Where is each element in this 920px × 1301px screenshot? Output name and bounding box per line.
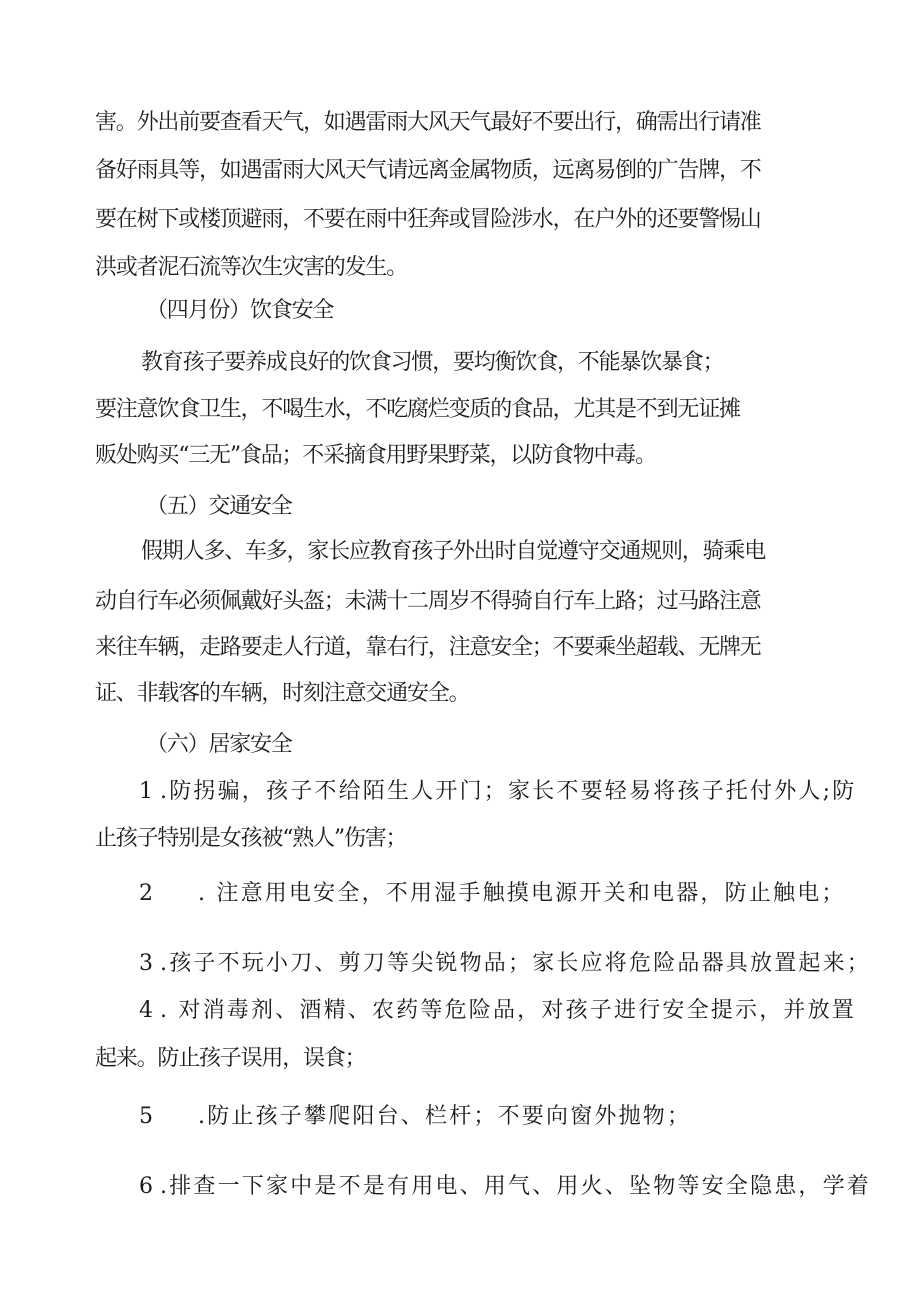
paragraph-traffic-line-1: 假期人多、车多，家长应教育孩子外出时自觉遵守交通规则，骑乘电 — [141, 539, 766, 564]
list-item-number: 6 — [139, 1174, 154, 1199]
paragraph-food-line-1: 教育孩子要养成良好的饮食习惯，要均衡饮食，不能暴饮暴食； — [141, 350, 724, 375]
list-item-text: . 对消毒剂、酒精、农药等危险品，对孩子进行安全提示，并放置 — [160, 998, 856, 1023]
list-item-text: .防止孩子攀爬阳台、栏杆；不要向窗外抛物； — [198, 1104, 692, 1129]
list-item-number: 3 — [139, 951, 154, 976]
paragraph-food-line-3: 贩处购买“三无”食品；不采摘食用野果野菜，以防食物中毒。 — [95, 443, 656, 468]
paragraph-weather-line-1: 害。外出前要查看天气，如遇雷雨大风天气最好不要出行，确需出行请准 — [95, 110, 761, 135]
list-item-text-continued: 止孩子特别是女孩被“熟人”伤害； — [95, 826, 407, 851]
list-item-text: . 注意用电安全，不用湿手触摸电源开关和电器，防止触电； — [198, 881, 846, 906]
list-item-text-continued: 起来。防止孩子误用，误食； — [95, 1046, 366, 1071]
paragraph-weather-line-4: 洪或者泥石流等次生灾害的发生。 — [95, 255, 408, 280]
heading-home-safety: （六）居家安全 — [146, 732, 292, 757]
paragraph-traffic-line-4: 证、非载客的车辆，时刻注意交通安全。 — [95, 681, 470, 706]
list-item-text: .孩子不玩小刀、剪刀等尖锐物品；家长应将危险品器具放置起来； — [160, 951, 871, 976]
paragraph-food-line-2: 要注意饮食卫生，不喝生水，不吃腐烂变质的食品，尤其是不到无证摊 — [95, 397, 740, 422]
list-item-number: 4 — [139, 998, 154, 1023]
list-item-text: .排查一下家中是不是有用电、用气、用火、坠物等安全隐患，学着 — [160, 1174, 871, 1199]
paragraph-weather-line-2: 备好雨具等，如遇雷雨大风天气请远离金属物质，远离易倒的广告牌，不 — [95, 158, 761, 183]
heading-traffic-safety: （五）交通安全 — [146, 494, 292, 519]
paragraph-weather-line-3: 要在树下或楼顶避雨，不要在雨中狂奔或冒险涉水，在户外的还要警惕山 — [95, 207, 761, 232]
list-item-number: 5 — [139, 1104, 154, 1129]
list-item-number: 2 — [139, 881, 154, 906]
list-item-number: 1 — [139, 779, 154, 804]
paragraph-traffic-line-3: 来往车辆，走路要走人行道，靠右行，注意安全；不要乘坐超载、无牌无 — [95, 635, 761, 660]
heading-food-safety: （四月份）饮食安全 — [146, 298, 334, 323]
list-item-text: .防拐骗，孩子不给陌生人开门；家长不要轻易将孩子托付外人;防 — [160, 779, 857, 804]
paragraph-traffic-line-2: 动自行车必须佩戴好头盔；未满十二周岁不得骑自行车上路；过马路注意 — [95, 589, 761, 614]
